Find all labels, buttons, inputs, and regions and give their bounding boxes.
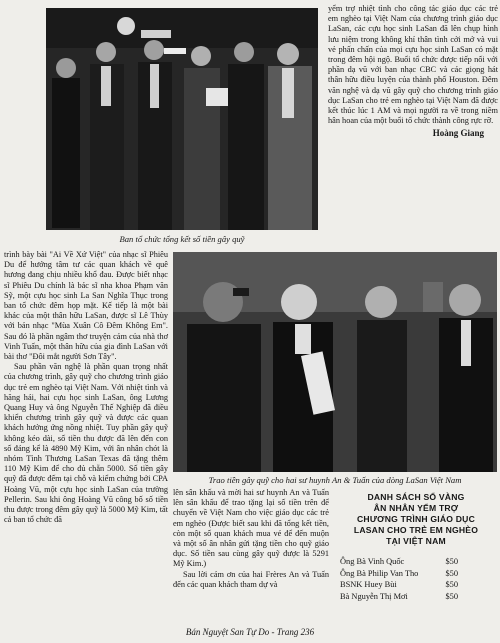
donor-amount: $50 <box>445 580 458 590</box>
article-author: Hoàng Giang <box>432 128 484 139</box>
donor-amount: $50 <box>445 557 458 566</box>
article-paragraph: Sau phần văn nghệ là phần quan trọng nhất của chương trình, gây quỹ cho chương trình giáo dục trẻ em nghèo tại Việt Nam. Với nhiệt tình và hăng hái, hai cựu học sinh LaSan, ông Lương Quang Huy và ông Nguyễn Thế Nghiệp đã điều khiển chương trình gây quỹ và được các quan khách hưởng ứng nồng nhiệt. Tuy phần gây quỹ không kéo dài, số tiền thu được đã lên đến con số đáng kể là 4890 Mỹ Kim, với ân nhân chót là nhóm Tình Thương LaSan Texas đã tặng thêm 110 Mỹ Kim để cho đủ chẵn 5000. Số tiền gây quỹ đã được đếm tại chỗ và kiểm chứng bởi CPA Hoàng Vũ, một cựu học sinh LaSan của trường Pellerin. Sau khi ông Hoàng Vũ công bố số tiền thu được trong đêm gây quỹ là 5000 Mỹ Kim, tất cả ban tổ chức đã <box>4 362 168 525</box>
article-paragraph: lên sân khấu và mời hai sư huynh An và Tuấn lên sân khấu để trao tặng lại số tiền trên để chuyển về Việt Nam cho việc giáo dục các trẻ em nghèo (Được biết sau khi đã tổng kết tiền, còn một số quan khách mua vé để đến muộn và một số ân nhân gửi tặng tiền cho quỹ giáo dục. Số tiền sau cùng gây quỹ được là 5291 Mỹ Kim.) <box>173 488 329 569</box>
donor-row <box>340 556 458 568</box>
article-paragraph: trình bày bài "Ai Về Xứ Việt" của nhạc sĩ Phiêu Du để hướng tâm tư các quan khách về quê hương đang chịu nhiều khổ đau. Được biết nhạc sĩ Phiêu Du chính là bác sĩ nha khoa Phạm văn Sỹ, một cựu học sinh La San Nghĩa Thục trong ban tổ chức đêm họp mặt. Kế tiếp là một bài khác của một thân hữu LaSan, được sĩ Lê Thùy với bản nhạc "Mùa Xuân Cô Đêm Không Em". Sau đó là phần ngâm thơ truyện cảm của nhà thơ Vinh Tuấn, một thân hữu của gia đình LaSan với bài thơ "Đôi mắt người Sơn Tây". <box>4 250 168 362</box>
donor-name: BSNK Huey Bùi <box>340 580 397 590</box>
photo-organizers <box>46 8 318 230</box>
article-paragraph: yểm trợ nhiệt tình cho công tác giáo dục các trẻ em nghèo tại Việt Nam của chương trình giáo dục LaSan, các cựu học sinh LaSan đã lên chụp hình lưu niệm trong không khí thân tình cởi mở và vui vẻ phấn chấn của mọi cựu học sinh LaSan có mặt trong đêm hội ngộ. Buổi tổ chức được tiếp nối với phần dạ vũ với ban nhạc CBC và các giọng hát thân hữu điều luyện của thành phố Houston. Đêm văn nghệ và dạ vũ gây quỹ cho chương trình giáo dục LaSan cho trẻ em nghèo tại Việt Nam đã được kết thúc lúc 1 AM và mọi người ra về trong niềm hân hoan của một buổi tổ chức thành công rực rỡ. <box>328 4 498 126</box>
article-paragraph: Sau lời cám ơn của hai Frères An và Tuấn đến các quan khách tham dự và <box>173 569 329 589</box>
photo-donation-caption: Trao tiền gây quỹ cho hai sư huynh An & Tuấn của dòng LaSan Việt Nam <box>208 475 462 485</box>
donor-amount: $50 <box>445 568 458 578</box>
article-column-bottom-mid <box>173 488 329 590</box>
page-footer: Bán Nguyệt San Tự Do - Trang 236 <box>185 627 315 637</box>
donor-box-title-line: TẠI VIỆT NAM <box>386 536 446 546</box>
donor-row <box>340 591 458 603</box>
donor-box-title-line: DANH SÁCH SỔ VÀNG <box>367 492 465 502</box>
article-column-top-right <box>328 4 498 139</box>
donor-box-title <box>336 492 496 547</box>
donor-name: Ông Bà Philip Van Tho <box>340 568 419 578</box>
donor-row <box>340 568 458 580</box>
article-column-left <box>4 250 168 525</box>
photo-organizers-image <box>46 8 318 230</box>
donor-box-title-line: CHƯƠNG TRÌNH GIÁO DỤC <box>357 514 475 524</box>
donor-list <box>340 556 458 602</box>
photo-organizers-caption: Ban tổ chức tổng kết số tiền gây quỹ <box>119 234 245 244</box>
photo-donation <box>173 252 497 472</box>
donor-name: Bà Nguyễn Thị Mơi <box>340 591 408 601</box>
donor-name: Ông Bà Vinh Quốc <box>340 557 405 566</box>
donor-amount: $50 <box>445 591 458 601</box>
donor-row <box>340 579 458 591</box>
donor-box-title-line: ÂN NHÂN YỂM TRỢ <box>373 503 459 513</box>
photo-donation-image <box>173 252 497 472</box>
donor-box-title-line: LASAN CHO TRẺ EM NGHÈO <box>353 525 479 535</box>
